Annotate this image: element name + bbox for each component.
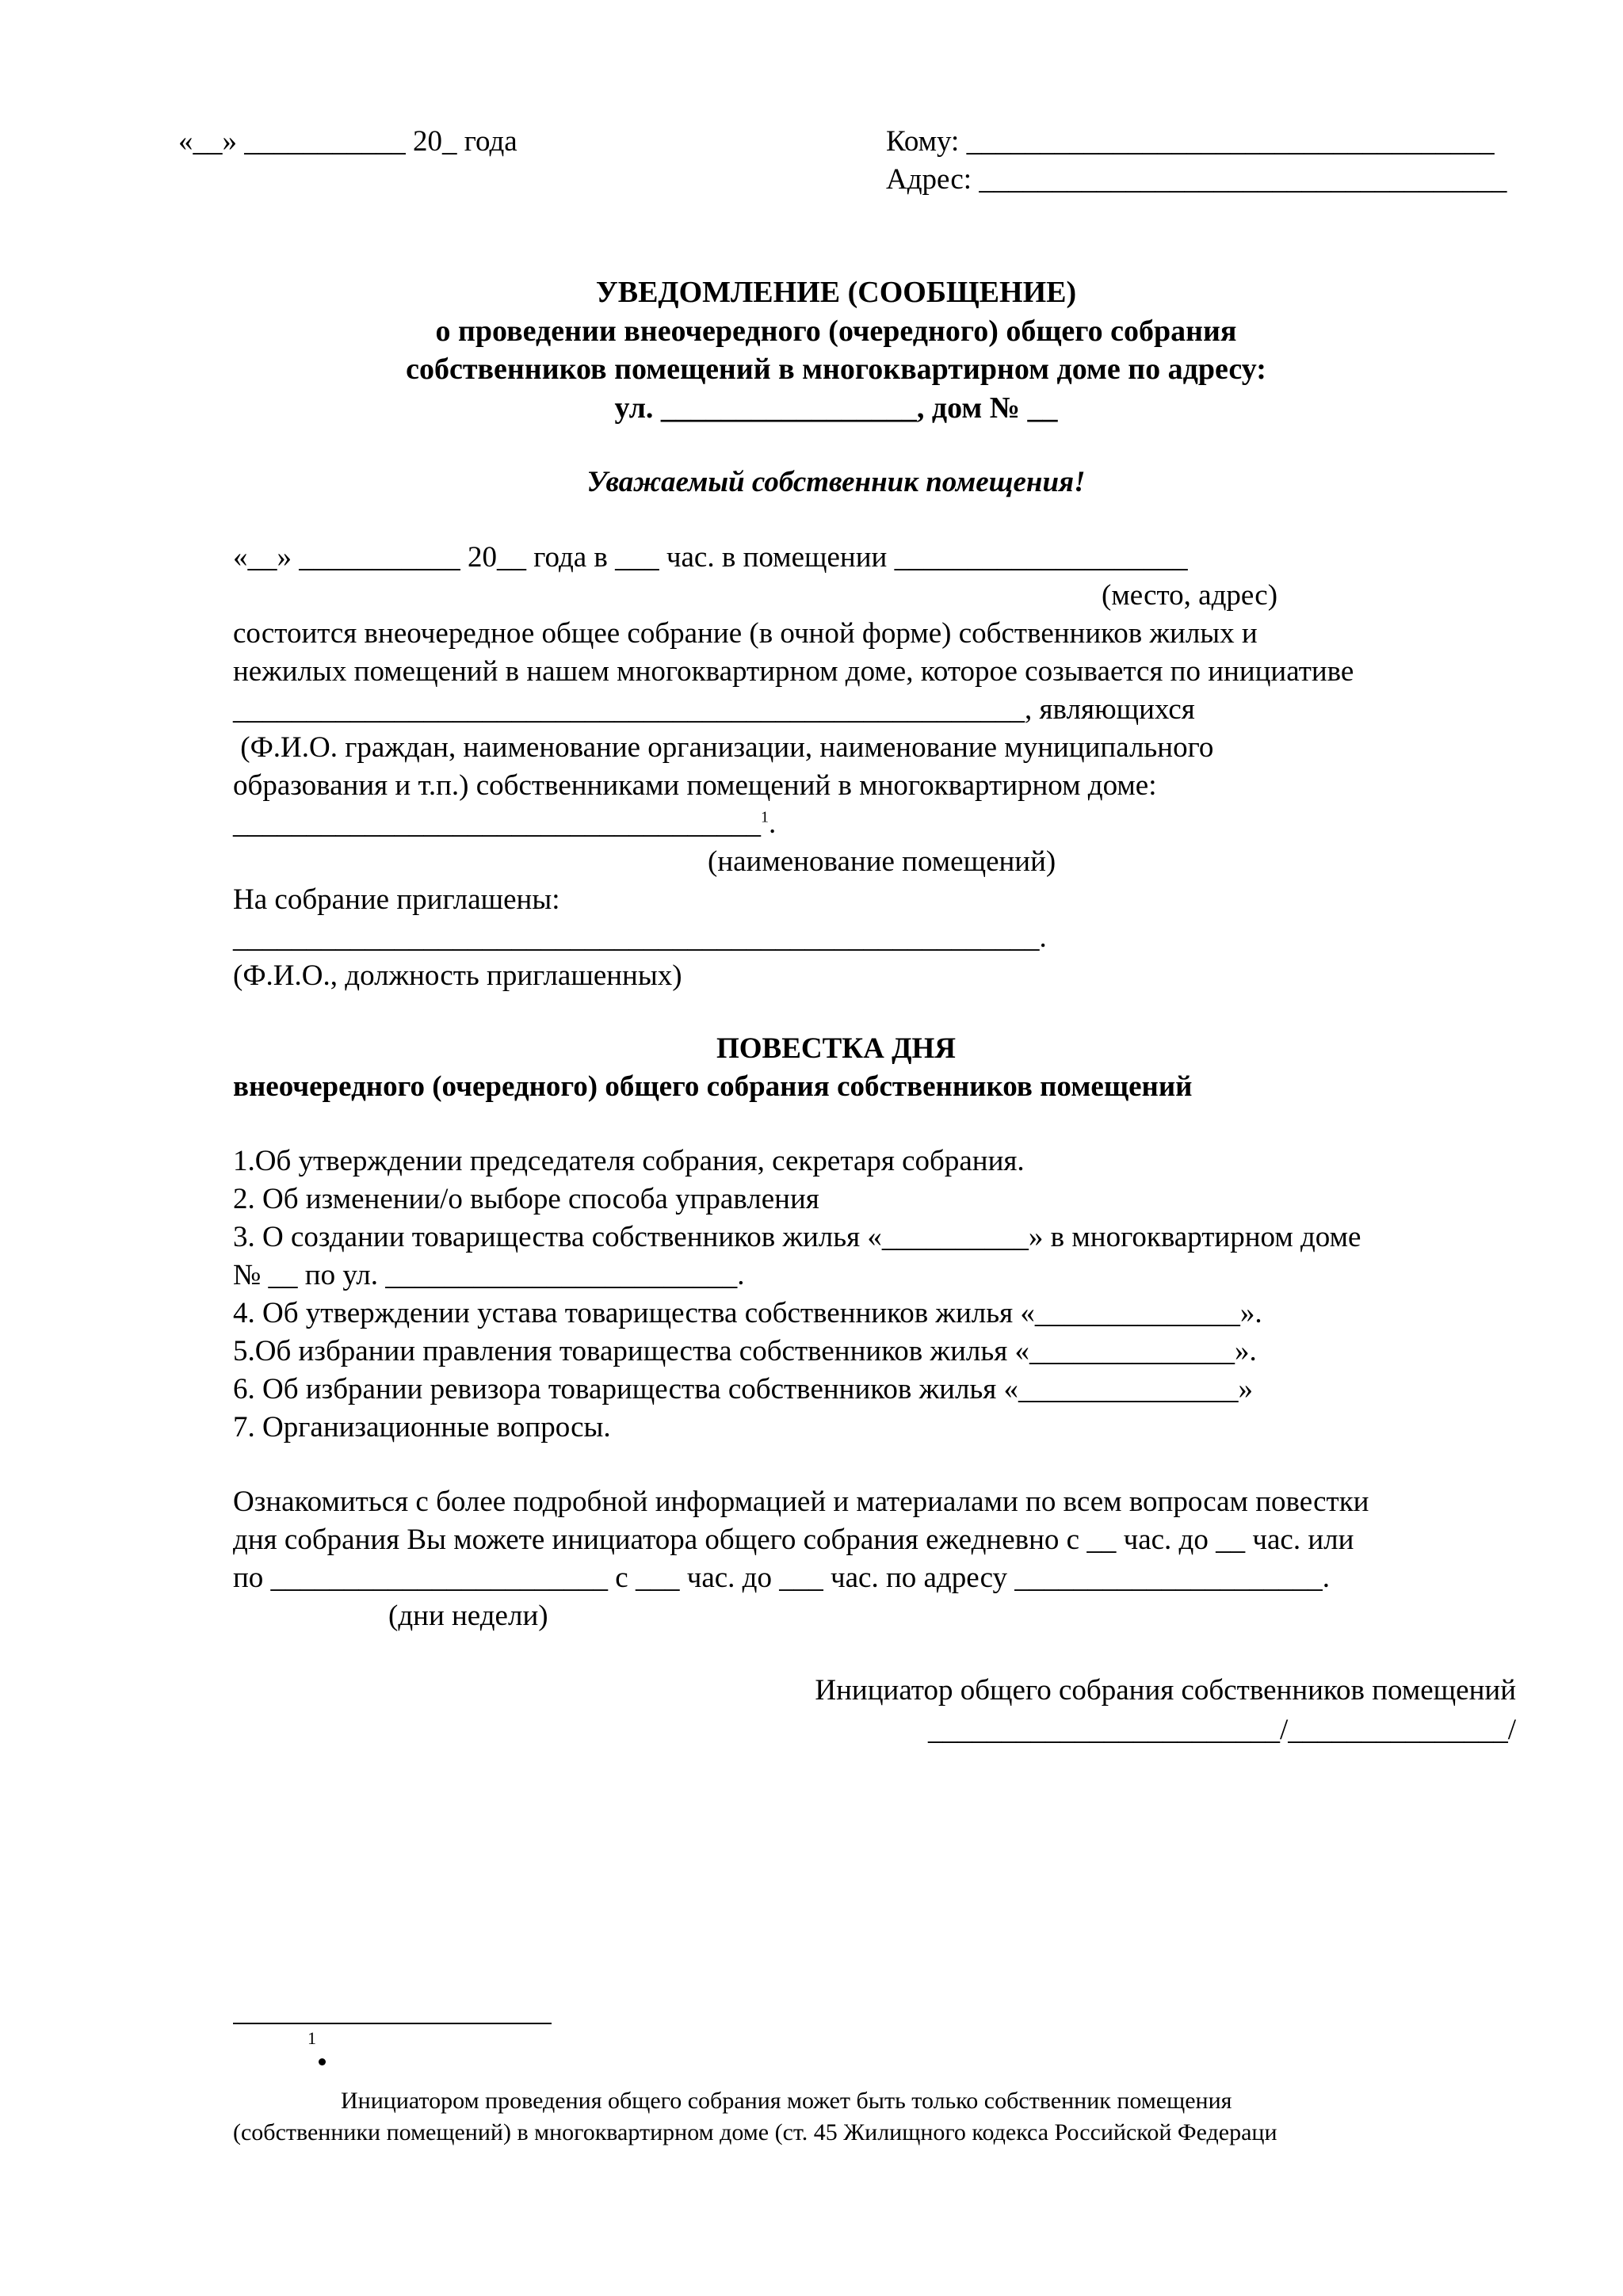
invited-label: На собрание приглашены: [233,883,560,916]
footnote-line-1: Инициатором проведения общего собрания может быть только собственник помещения [341,2088,1232,2114]
greeting: Уважаемый собственник помещения! [586,466,1086,498]
document-subtitle-line-2: собственников помещений в многоквартирном доме по адресу: [406,353,1266,386]
footnote-mark: 1 [307,2028,316,2048]
footnote-line-2: (собственники помещений) в многоквартирном доме (ст. 45 Жилищного кодекса Российской Федераци [233,2119,1277,2145]
place-hint: (место, адрес) [1102,579,1278,612]
agenda-item: 4. Об утверждении устава товарищества собственников жилья «______________». [233,1297,1262,1329]
agenda-item: № __ по ул. ________________________. [233,1259,745,1291]
document-subtitle-line-1: о проведении внеочередного (очередного) общего собрания [435,315,1237,348]
body-line-2: состоится внеочередное общее собрание (в очной форме) собственников жилых и [233,617,1258,650]
premises-period: . [769,807,777,840]
initiator-hint-line-1: (Ф.И.О. граждан, наименование организации, наименование муниципального [233,731,1214,764]
days-hint: (дни недели) [388,1600,548,1632]
invited-hint: (Ф.И.О., должность приглашенных) [233,959,682,992]
document-address-line: ул. _________________, дом № __ [614,391,1058,425]
agenda-subheading: внеочередного (очередного) общего собрания собственников помещений [233,1070,1193,1103]
initiator-blank-line: ______________________________________________________, являющихся [233,693,1195,726]
agenda-item: 7. Организационные вопросы. [233,1411,611,1444]
agenda-item: 1.Об утверждении председателя собрания, секретаря собрания. [233,1145,1025,1177]
document-title: УВЕДОМЛЕНИЕ (СООБЩЕНИЕ) [595,276,1077,309]
agenda-item: 6. Об избрании ревизора товарищества собственников жилья «_______________» [233,1373,1254,1405]
body-line-3: нежилых помещений в нашем многоквартирном доме, которое созывается по инициативе [233,655,1354,688]
agenda-item: 5.Об избрании правления товарищества собственников жилья «______________». [233,1335,1257,1367]
address-line: Адрес: ____________________________________ [886,163,1507,196]
agenda-item: 2. Об изменении/о выборе способа управления [233,1183,819,1215]
meeting-time-line: «__» ___________ 20__ года в ___ час. в помещении ____________________ [233,541,1188,574]
agenda-heading: ПОВЕСТКА ДНЯ [716,1032,957,1065]
premises-blank-line [233,805,776,843]
footnote-dot [319,2058,326,2065]
premises-hint: (наименование помещений) [708,845,1056,878]
initiator-hint-line-2: образования и т.п.) собственниками помещений в многоквартирном доме: [233,769,1157,802]
info-line-3: по _______________________ с ___ час. до ___ час. по адресу _____________________. [233,1562,1331,1594]
signature-label: Инициатор общего собрания собственников помещений [815,1674,1516,1707]
signature-line: ________________________/_______________/ [927,1714,1516,1746]
footnote-reference: 1 [761,808,769,826]
info-line-2: дня собрания Вы можете инициатора общего собрания ежедневно с __ час. до __ час. или [233,1524,1354,1556]
premises-blank: ____________________________________ [233,807,761,840]
date-line: «__» ___________ 20_ года [178,125,517,158]
info-line-1: Ознакомиться с более подробной информацией и материалами по всем вопросам повестки [233,1486,1369,1518]
invited-blank-line: _______________________________________________________. [233,921,1047,954]
agenda-item: 3. О создании товарищества собственников жилья «__________» в многоквартирном доме [233,1221,1361,1253]
recipient-line: Кому: ____________________________________ [886,125,1495,158]
footnote-separator [233,2023,552,2024]
